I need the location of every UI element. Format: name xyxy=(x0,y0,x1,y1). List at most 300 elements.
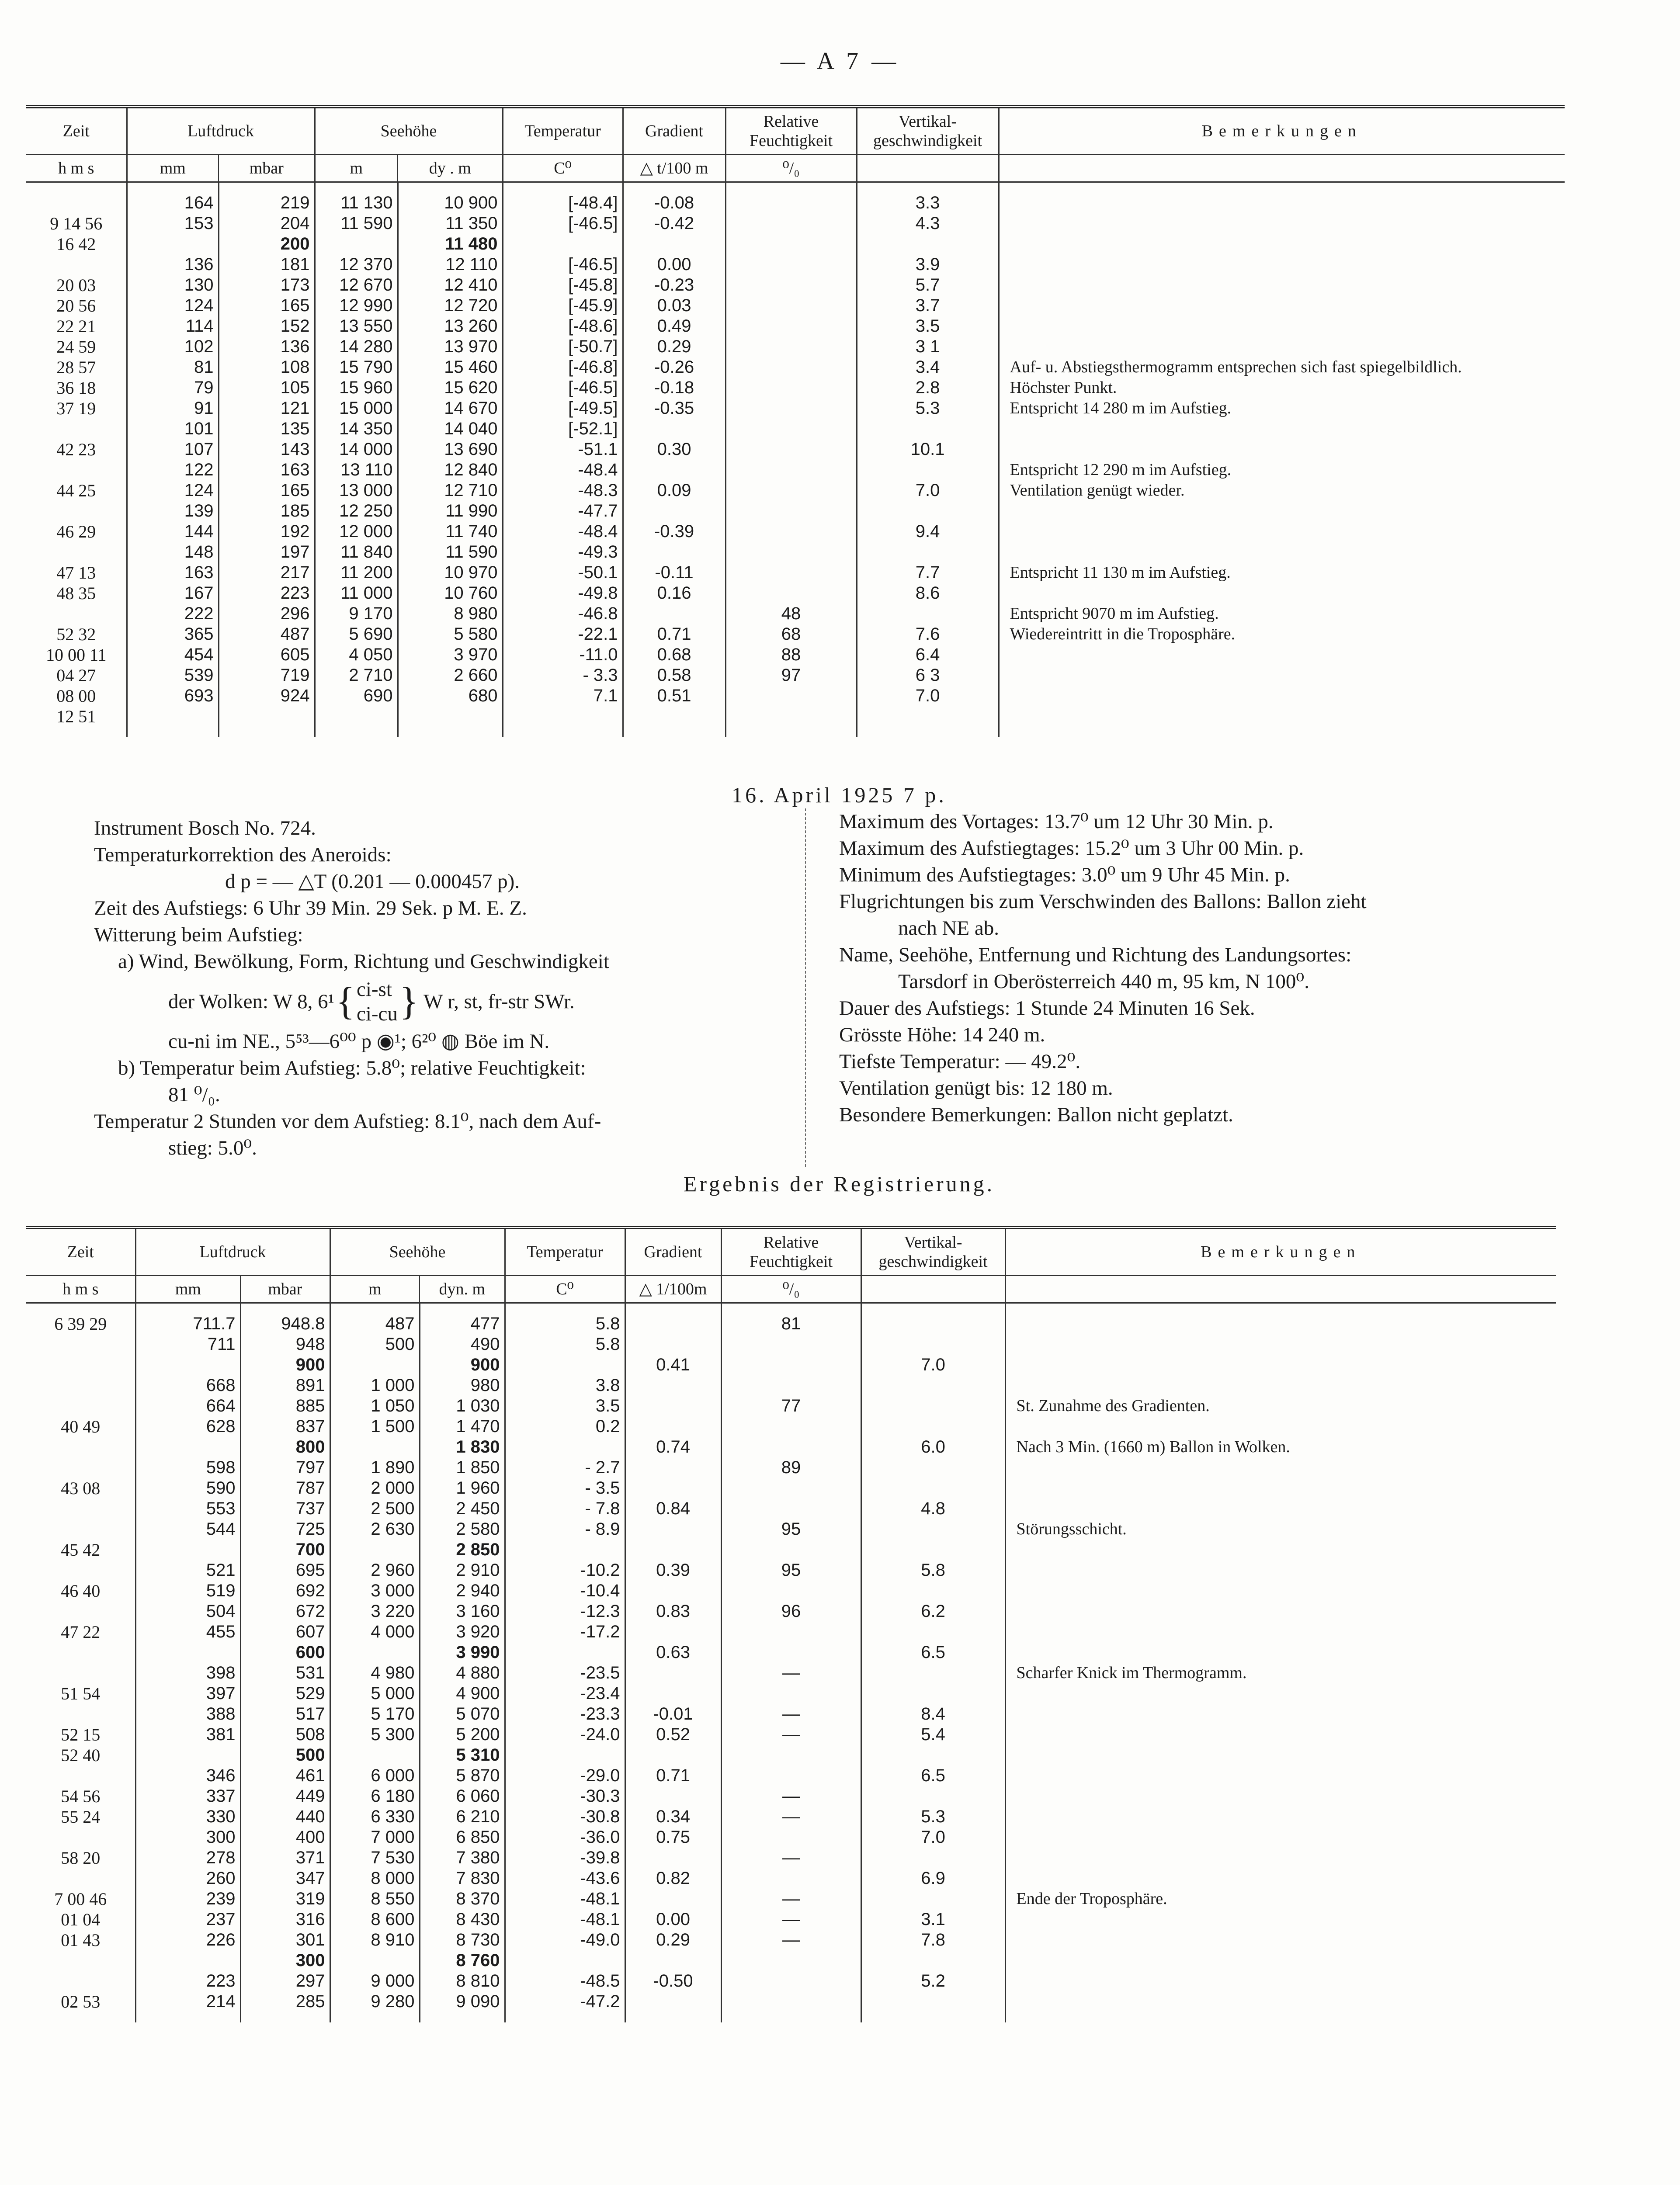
mm-cell xyxy=(135,1745,240,1765)
zeit-cell: 01 04 xyxy=(61,1909,101,1929)
witterung: Witterung beim Aufstieg: xyxy=(94,923,303,946)
zeit-cell xyxy=(26,1765,135,1786)
gradient-cell xyxy=(625,1540,721,1560)
rf-cell xyxy=(725,316,857,336)
dynm-cell: 477 xyxy=(420,1314,505,1334)
rf-cell: 97 xyxy=(725,665,857,686)
rf-cell xyxy=(721,1355,861,1375)
temp-cell: -48.4 xyxy=(503,460,623,480)
table-row xyxy=(26,480,1565,501)
vert-cell xyxy=(861,1889,1005,1909)
m-cell xyxy=(330,1642,420,1663)
bemerkung-cell: Wiedereintritt in die Troposphäre. xyxy=(999,624,1565,645)
mbar-cell: 135 xyxy=(219,419,315,439)
mm-cell: 222 xyxy=(127,603,219,624)
table-row xyxy=(26,645,1565,665)
mm-cell xyxy=(135,1642,240,1663)
vert-cell: 6 3 xyxy=(857,665,999,686)
min-aufstieg: Minimum des Aufstiegtages: 3.0⁰ um 9 Uhr 45 Min. p. xyxy=(839,864,1290,886)
zeit-cell: 55 24 xyxy=(61,1807,101,1827)
dynm-cell: 10 900 xyxy=(398,193,503,213)
m-cell: 15 960 xyxy=(315,378,398,398)
temp-cell xyxy=(505,1437,625,1457)
vert-cell xyxy=(861,1581,1005,1601)
temp-vor: Temperatur 2 Stunden vor dem Aufstieg: 8.1⁰, nach dem Auf- xyxy=(94,1110,601,1133)
dynm-cell xyxy=(398,706,503,727)
mbar-cell: 316 xyxy=(240,1909,330,1930)
table-row xyxy=(26,501,1565,521)
mbar-cell: 219 xyxy=(219,193,315,213)
ascent-date: 16. April 1925 7 p. xyxy=(732,783,947,807)
zeit-cell: 10 00 11 xyxy=(45,645,107,665)
temp-cell: -48.4 xyxy=(503,521,623,542)
dynm-cell: 11 350 xyxy=(398,213,503,234)
table-row xyxy=(26,336,1565,357)
rf-cell: 88 xyxy=(725,645,857,665)
mbar-cell: 181 xyxy=(219,254,315,275)
dynm-cell: 8 980 xyxy=(398,603,503,624)
wolken-prefix: der Wolken: W 8, 6¹ xyxy=(168,990,334,1013)
rf-cell xyxy=(725,542,857,562)
temp-vor2: stieg: 5.0⁰. xyxy=(168,1137,257,1159)
unit-c: C⁰ xyxy=(505,1276,625,1303)
mm-cell: 81 xyxy=(127,357,219,378)
temp-cell: [-46.8] xyxy=(503,357,623,378)
dynm-cell: 2 940 xyxy=(420,1581,505,1601)
dynm-cell: 2 580 xyxy=(420,1519,505,1540)
mbar-cell: 487 xyxy=(219,624,315,645)
rf-cell: — xyxy=(721,1889,861,1909)
zeit-cell: 04 27 xyxy=(56,665,96,685)
table-row xyxy=(26,583,1565,603)
mm-cell: 397 xyxy=(135,1683,240,1704)
m-cell xyxy=(330,1437,420,1457)
mbar-cell: 692 xyxy=(240,1581,330,1601)
bemerkung-cell xyxy=(1005,1478,1556,1498)
dynm-cell: 1 470 xyxy=(420,1416,505,1437)
mbar-cell: 797 xyxy=(240,1457,330,1478)
mbar-cell: 200 xyxy=(219,234,315,254)
bemerkung-cell xyxy=(1005,1334,1556,1355)
gradient-cell: 0.49 xyxy=(623,316,725,336)
vert-cell: 7.6 xyxy=(857,624,999,645)
max-vortag: Maximum des Vortages: 13.7⁰ um 12 Uhr 30 Min. p. xyxy=(839,810,1274,833)
rf-cell xyxy=(721,1416,861,1437)
rf-cell xyxy=(721,1581,861,1601)
vert-cell: 7.8 xyxy=(861,1930,1005,1950)
m-cell: 14 350 xyxy=(315,419,398,439)
dynm-cell: 3 920 xyxy=(420,1622,505,1642)
unit-grad: △ t/100 m xyxy=(623,155,725,182)
zeit-cell xyxy=(26,603,127,624)
mm-cell: 101 xyxy=(127,419,219,439)
gradient-cell: 0.41 xyxy=(625,1355,721,1375)
mm-cell: 214 xyxy=(135,1991,240,2012)
m-cell xyxy=(330,1745,420,1765)
mbar-cell: 185 xyxy=(219,501,315,521)
m-cell: 11 200 xyxy=(315,562,398,583)
mbar-cell: 517 xyxy=(240,1704,330,1724)
m-cell: 14 000 xyxy=(315,439,398,460)
bemerkung-cell xyxy=(999,316,1565,336)
zeit-cell: 20 03 xyxy=(56,275,96,295)
temp-cell: -39.8 xyxy=(505,1848,625,1868)
gradient-cell: -0.08 xyxy=(623,193,725,213)
rf-cell xyxy=(721,1540,861,1560)
rf-cell xyxy=(725,480,857,501)
bemerkung-cell xyxy=(1005,1540,1556,1560)
m-cell xyxy=(330,1355,420,1375)
table-row xyxy=(26,1437,1556,1457)
vert-cell: 10.1 xyxy=(857,439,999,460)
gradient-cell: 0.71 xyxy=(623,624,725,645)
col-luftdruck: Luftdruck xyxy=(135,1228,330,1276)
bemerkung-cell xyxy=(1005,1991,1556,2012)
zeit-cell: 12 51 xyxy=(56,706,96,726)
m-cell: 690 xyxy=(315,686,398,706)
mbar-cell: 163 xyxy=(219,460,315,480)
rf-cell xyxy=(721,1375,861,1396)
zeit-cell: 22 21 xyxy=(56,316,96,336)
temp-cell: -17.2 xyxy=(505,1622,625,1642)
gradient-cell: 0.75 xyxy=(625,1827,721,1848)
mbar-cell: 152 xyxy=(219,316,315,336)
m-cell: 11 000 xyxy=(315,583,398,603)
rf-cell xyxy=(721,1991,861,2012)
vert-cell xyxy=(861,1396,1005,1416)
gradient-cell xyxy=(625,1991,721,2012)
mbar-cell: 900 xyxy=(240,1355,330,1375)
bemerkung-cell: Ventilation genügt wieder. xyxy=(999,480,1565,501)
unit-dynm: dyn. m xyxy=(420,1276,505,1303)
bemerkung-cell xyxy=(1005,1848,1556,1868)
unit-pct: ⁰/₀ xyxy=(721,1276,861,1303)
vert-cell xyxy=(857,706,999,727)
table-row xyxy=(26,1827,1556,1848)
temp-cell: -50.1 xyxy=(503,562,623,583)
vert-cell xyxy=(861,1314,1005,1334)
temp-cell xyxy=(505,1950,625,1971)
gradient-cell: -0.42 xyxy=(623,213,725,234)
temp-cell: [-48.4] xyxy=(503,193,623,213)
bemerkung-cell xyxy=(1005,1375,1556,1396)
dynm-cell: 1 960 xyxy=(420,1478,505,1498)
m-cell: 11 590 xyxy=(315,213,398,234)
zeit-cell: 47 13 xyxy=(56,562,96,583)
vert-cell: 3.3 xyxy=(857,193,999,213)
table-row xyxy=(26,1930,1556,1950)
bemerkung-cell: St. Zunahme des Gradienten. xyxy=(1005,1396,1556,1416)
wolken-bottom: ci-cu xyxy=(356,1002,398,1025)
bemerkung-cell xyxy=(1005,1355,1556,1375)
tiefste: Tiefste Temperatur: — 49.2⁰. xyxy=(839,1050,1081,1073)
bemerkung-cell xyxy=(999,521,1565,542)
mbar-cell: 136 xyxy=(219,336,315,357)
m-cell: 11 130 xyxy=(315,193,398,213)
zeit-cell xyxy=(26,1642,135,1663)
m-cell xyxy=(330,1950,420,1971)
mm-cell: 79 xyxy=(127,378,219,398)
bemerkung-cell: Entspricht 12 290 m im Aufstieg. xyxy=(999,460,1565,480)
bemerkung-cell xyxy=(999,439,1565,460)
gradient-cell xyxy=(625,1622,721,1642)
m-cell: 2 710 xyxy=(315,665,398,686)
unit-pct: ⁰/₀ xyxy=(725,155,857,182)
bemerkung-cell xyxy=(999,275,1565,295)
dynm-cell: 8 430 xyxy=(420,1909,505,1930)
temp-cell: [-46.5] xyxy=(503,254,623,275)
m-cell: 1 500 xyxy=(330,1416,420,1437)
mm-cell: 693 xyxy=(127,686,219,706)
zeit-cell: 01 43 xyxy=(61,1930,101,1950)
gradient-cell: 0.29 xyxy=(625,1930,721,1950)
gradient-cell: 0.29 xyxy=(623,336,725,357)
zeit-cell xyxy=(26,193,127,213)
vert-cell xyxy=(861,1663,1005,1683)
bemerkung-cell xyxy=(1005,1581,1556,1601)
zeit-cell xyxy=(26,542,127,562)
m-cell: 12 000 xyxy=(315,521,398,542)
korrektion: Temperaturkorrektion des Aneroids: xyxy=(94,843,392,866)
m-cell: 4 000 xyxy=(330,1622,420,1642)
bemerkung-cell xyxy=(1005,1950,1556,1971)
rf-cell xyxy=(721,1827,861,1848)
zeit-cell: 43 08 xyxy=(61,1478,101,1498)
table-row xyxy=(26,1868,1556,1889)
vert-cell xyxy=(861,1848,1005,1868)
mbar-cell: 173 xyxy=(219,275,315,295)
m-cell: 5 300 xyxy=(330,1724,420,1745)
zeit-cell xyxy=(26,1971,135,1991)
mbar-cell: 143 xyxy=(219,439,315,460)
zeit-cell: 9 14 56 xyxy=(50,213,103,233)
dynm-cell: 11 590 xyxy=(398,542,503,562)
mbar-cell: 105 xyxy=(219,378,315,398)
wolken: der Wolken: W 8, 6¹ { ci-st ci-cu } W r, st, fr-str SWr. xyxy=(168,978,575,1025)
mm-cell: 330 xyxy=(135,1807,240,1827)
gradient-cell xyxy=(625,1950,721,1971)
mm-cell: 711 xyxy=(135,1334,240,1355)
bemerkung-cell xyxy=(1005,1909,1556,1930)
table-row xyxy=(26,1971,1556,1991)
m-cell: 6 180 xyxy=(330,1786,420,1807)
vert-cell: 2.8 xyxy=(857,378,999,398)
m-cell: 1 890 xyxy=(330,1457,420,1478)
zeit-cell xyxy=(26,1601,135,1622)
rf-cell: 68 xyxy=(725,624,857,645)
vert-cell: 3.7 xyxy=(857,295,999,316)
mbar-cell: 165 xyxy=(219,295,315,316)
temp-cell xyxy=(505,1642,625,1663)
temp-cell xyxy=(505,1745,625,1765)
temp-cell: [-46.5] xyxy=(503,378,623,398)
left-meta xyxy=(94,815,798,1162)
unit-mm: mm xyxy=(135,1276,240,1303)
rf-cell xyxy=(721,1437,861,1457)
rf-cell xyxy=(725,460,857,480)
m-cell: 13 550 xyxy=(315,316,398,336)
m-cell: 8 000 xyxy=(330,1868,420,1889)
gradient-cell xyxy=(623,501,725,521)
temp-cell: -49.8 xyxy=(503,583,623,603)
col-luftdruck: Luftdruck xyxy=(127,107,315,155)
gradient-cell: 0.03 xyxy=(623,295,725,316)
mm-cell: 278 xyxy=(135,1848,240,1868)
rf-cell: — xyxy=(721,1909,861,1930)
dynm-cell: 680 xyxy=(398,686,503,706)
gradient-cell: -0.50 xyxy=(625,1971,721,1991)
zeit-cell: 52 15 xyxy=(61,1724,101,1745)
vert-cell: 5.2 xyxy=(861,1971,1005,1991)
table-row xyxy=(26,1334,1556,1355)
korrektion-formel: d p = — △T (0.201 — 0.000457 p). xyxy=(225,870,520,893)
table-row xyxy=(26,1375,1556,1396)
bemerkung-cell: Ende der Troposphäre. xyxy=(1005,1889,1556,1909)
table-row xyxy=(26,275,1565,295)
dynm-cell: 2 450 xyxy=(420,1498,505,1519)
bemerkung-cell xyxy=(999,583,1565,603)
vert-cell: 6.5 xyxy=(861,1765,1005,1786)
temp-cell: 5.8 xyxy=(505,1334,625,1355)
table-row xyxy=(26,1560,1556,1581)
bemerkung-cell xyxy=(999,542,1565,562)
table-row xyxy=(26,1396,1556,1416)
rf-cell xyxy=(725,295,857,316)
m-cell: 1 050 xyxy=(330,1396,420,1416)
table-row xyxy=(26,1457,1556,1478)
mbar-cell: 529 xyxy=(240,1683,330,1704)
gradient-cell xyxy=(625,1683,721,1704)
bemerkung-cell xyxy=(1005,1827,1556,1848)
dynm-cell: 5 580 xyxy=(398,624,503,645)
landung: Name, Seehöhe, Entfernung und Richtung des Landungsortes: xyxy=(839,943,1352,966)
dynm-cell: 12 720 xyxy=(398,295,503,316)
mbar-cell: 347 xyxy=(240,1868,330,1889)
bemerkung-cell xyxy=(999,665,1565,686)
m-cell: 12 670 xyxy=(315,275,398,295)
m-cell: 15 790 xyxy=(315,357,398,378)
bemerkung-cell: Höchster Punkt. xyxy=(999,378,1565,398)
vert-cell: 7.0 xyxy=(861,1827,1005,1848)
temp-cell: -49.0 xyxy=(505,1930,625,1950)
zeit-cell: 45 42 xyxy=(61,1540,101,1560)
m-cell xyxy=(315,234,398,254)
mbar-cell: 296 xyxy=(219,603,315,624)
col-relfeucht: Relative Feuchtigkeit xyxy=(721,1228,861,1276)
table-row xyxy=(26,378,1565,398)
mm-cell: 102 xyxy=(127,336,219,357)
rf-cell xyxy=(725,521,857,542)
rf-cell xyxy=(721,1971,861,1991)
temp-cell: -10.2 xyxy=(505,1560,625,1581)
temp-cell xyxy=(503,706,623,727)
gradient-cell xyxy=(623,542,725,562)
mbar-cell: 672 xyxy=(240,1601,330,1622)
gradient-cell: 0.83 xyxy=(625,1601,721,1622)
temp-b: b) Temperatur beim Aufstieg: 5.8⁰; relative Feuchtigkeit: xyxy=(118,1057,586,1079)
zeit-cell xyxy=(26,254,127,275)
mm-cell: 164 xyxy=(127,193,219,213)
bemerkung-cell xyxy=(1005,1457,1556,1478)
zeit-cell xyxy=(26,1519,135,1540)
temp-cell: -22.1 xyxy=(503,624,623,645)
dynm-cell: 2 850 xyxy=(420,1540,505,1560)
vert-cell: 5.4 xyxy=(861,1724,1005,1745)
table-row xyxy=(26,1519,1556,1540)
mm-cell: 144 xyxy=(127,521,219,542)
table-row xyxy=(26,1663,1556,1683)
rf-cell xyxy=(725,213,857,234)
mm-cell: 521 xyxy=(135,1560,240,1581)
m-cell: 1 000 xyxy=(330,1375,420,1396)
mbar-cell: 440 xyxy=(240,1807,330,1827)
mm-cell: 398 xyxy=(135,1663,240,1683)
mbar-cell: 197 xyxy=(219,542,315,562)
rf-cell xyxy=(721,1745,861,1765)
table-row xyxy=(26,419,1565,439)
column-divider xyxy=(805,808,806,1167)
ascent-data-table xyxy=(26,105,1565,737)
vert-cell xyxy=(861,1950,1005,1971)
rf-cell: — xyxy=(721,1786,861,1807)
gradient-cell: 0.30 xyxy=(623,439,725,460)
mm-cell xyxy=(127,234,219,254)
bemerkung-cell xyxy=(999,645,1565,665)
vert-cell xyxy=(861,1745,1005,1765)
m-cell: 2 000 xyxy=(330,1478,420,1498)
rf-cell xyxy=(721,1622,861,1642)
gradient-cell: 0.00 xyxy=(623,254,725,275)
m-cell: 2 960 xyxy=(330,1560,420,1581)
temp-cell: [-45.9] xyxy=(503,295,623,316)
registration-table xyxy=(26,1226,1556,2022)
aufstieg-zeit: Zeit des Aufstiegs: 6 Uhr 39 Min. 29 Sek. p M. E. Z. xyxy=(94,897,527,919)
temp-cell xyxy=(505,1355,625,1375)
mm-cell: 237 xyxy=(135,1909,240,1930)
dauer: Dauer des Aufstiegs: 1 Stunde 24 Minuten 16 Sek. xyxy=(839,997,1255,1020)
gradient-cell: 0.51 xyxy=(623,686,725,706)
gradient-cell: 0.58 xyxy=(623,665,725,686)
mm-cell xyxy=(135,1437,240,1457)
m-cell: 12 250 xyxy=(315,501,398,521)
zeit-cell xyxy=(26,1950,135,1971)
temp-cell: -11.0 xyxy=(503,645,623,665)
vert-cell xyxy=(861,1334,1005,1355)
rf-cell xyxy=(721,1868,861,1889)
table-row xyxy=(26,1889,1556,1909)
bemerkung-cell xyxy=(999,419,1565,439)
gradient-cell: -0.18 xyxy=(623,378,725,398)
temp-cell: -49.3 xyxy=(503,542,623,562)
m-cell: 9 000 xyxy=(330,1971,420,1991)
vert-cell xyxy=(861,1786,1005,1807)
zeit-cell: 7 00 46 xyxy=(54,1889,107,1909)
table-row xyxy=(26,1765,1556,1786)
temp-cell: 3.5 xyxy=(505,1396,625,1416)
mbar-cell: 837 xyxy=(240,1416,330,1437)
table-row xyxy=(26,1540,1556,1560)
rf-cell xyxy=(725,501,857,521)
zeit-cell xyxy=(26,1375,135,1396)
bemerkung-cell xyxy=(1005,1930,1556,1950)
gradient-cell: 0.68 xyxy=(623,645,725,665)
mm-cell: 239 xyxy=(135,1889,240,1909)
mbar-cell: 719 xyxy=(219,665,315,686)
table-row xyxy=(26,1909,1556,1930)
rf-cell xyxy=(725,357,857,378)
table-row xyxy=(26,1355,1556,1375)
dynm-cell: 12 110 xyxy=(398,254,503,275)
